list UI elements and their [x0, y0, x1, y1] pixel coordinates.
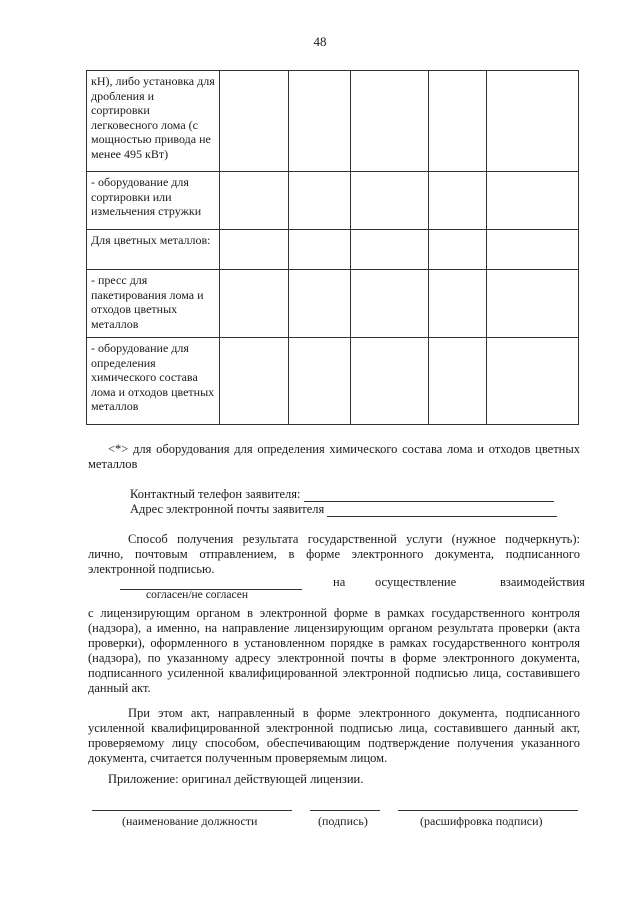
table-cell-empty	[220, 172, 289, 230]
table-row	[87, 338, 579, 425]
table-cell-empty	[220, 270, 289, 338]
table-cell-label: Для цветных металлов:	[87, 230, 220, 270]
table-cell-empty	[220, 338, 289, 425]
consent-word-interaction: взаимодействия	[500, 575, 585, 589]
phone-field[interactable]	[304, 489, 554, 502]
table-cell-empty	[220, 71, 289, 172]
table-row	[87, 172, 579, 230]
act-paragraph: При этом акт, направленный в форме электронного документа, подписанного усиленной квалифицированной электронной подписью лица, составившего данный акт, проверяемому лицу способом, обеспечивающим подтверждение получения указанного документа, считается полученным проверяемым лицом.	[88, 706, 580, 765]
table-cell-empty	[289, 172, 351, 230]
decoding-line[interactable]	[398, 810, 578, 811]
table-cell-empty	[429, 270, 487, 338]
table-cell-empty	[487, 270, 579, 338]
table-cell-empty	[289, 71, 351, 172]
table-cell-empty	[351, 71, 429, 172]
table-row	[87, 270, 579, 338]
table-cell-empty	[487, 338, 579, 425]
table-cell-empty	[351, 338, 429, 425]
consent-word-na: на	[333, 575, 346, 589]
table-cell-empty	[289, 338, 351, 425]
delivery-method-paragraph: Способ получения результата государственной услуги (нужное подчеркнуть): лично, почтовым отправлением, в форме электронного документа, подписанного электронной подписью.	[88, 532, 580, 576]
table-cell-empty	[351, 270, 429, 338]
table-cell-empty	[487, 71, 579, 172]
table-cell-label: кН), либо установка для дробления и сортировки легковесного лома (с мощностью привода не менее 495 кВт)	[87, 71, 220, 172]
table-row	[87, 230, 579, 270]
table-cell-empty	[487, 172, 579, 230]
position-line[interactable]	[92, 810, 292, 811]
equipment-table	[86, 70, 579, 425]
table-cell-label: - оборудование для сортировки или измельчения стружки	[87, 172, 220, 230]
table-cell-empty	[351, 172, 429, 230]
consent-body: с лицензирующим органом в электронной форме в рамках государственного контроля (надзора), а именно, на направление лицензирующим органом результата проверки (акта проверки), оформленного в установленном порядке в рамках государственного контроля (надзора), по указанному адресу электронной почты в форме электронного документа, подписанного усиленной квалифицированной электронной подписью лица, составившего данный акт.	[88, 606, 580, 695]
signature-caption: (подпись)	[318, 814, 368, 828]
attachment-line: Приложение: оригинал действующей лицензии.	[108, 772, 364, 786]
page-number: 48	[313, 34, 327, 49]
table-row	[87, 71, 579, 172]
table-cell-empty	[351, 230, 429, 270]
table-cell-label: - пресс для пакетирования лома и отходов цветных металлов	[87, 270, 220, 338]
table-cell-empty	[429, 71, 487, 172]
phone-row	[130, 487, 554, 502]
email-field[interactable]	[327, 504, 557, 517]
table-cell-empty	[429, 230, 487, 270]
phone-label: Контактный телефон заявителя:	[130, 487, 301, 501]
table-cell-empty	[429, 338, 487, 425]
table-cell-empty	[220, 230, 289, 270]
table-cell-empty	[289, 230, 351, 270]
table-cell-label: - оборудование для определения химического состава лома и отходов цветных металлов	[87, 338, 220, 425]
footnote: <*> для оборудования для определения химического состава лома и отходов цветных металлов	[88, 442, 580, 471]
consent-word-implementation: осуществление	[375, 575, 457, 589]
email-row	[130, 502, 557, 517]
table-cell-empty	[487, 230, 579, 270]
signature-line[interactable]	[310, 810, 380, 811]
consent-sub-caption: согласен/не согласен	[146, 589, 248, 601]
table-cell-empty	[429, 172, 487, 230]
email-label: Адрес электронной почты заявителя	[130, 502, 325, 516]
table-cell-empty	[289, 270, 351, 338]
decoding-caption: (расшифровка подписи)	[420, 814, 543, 828]
position-caption: (наименование должности	[122, 814, 258, 828]
